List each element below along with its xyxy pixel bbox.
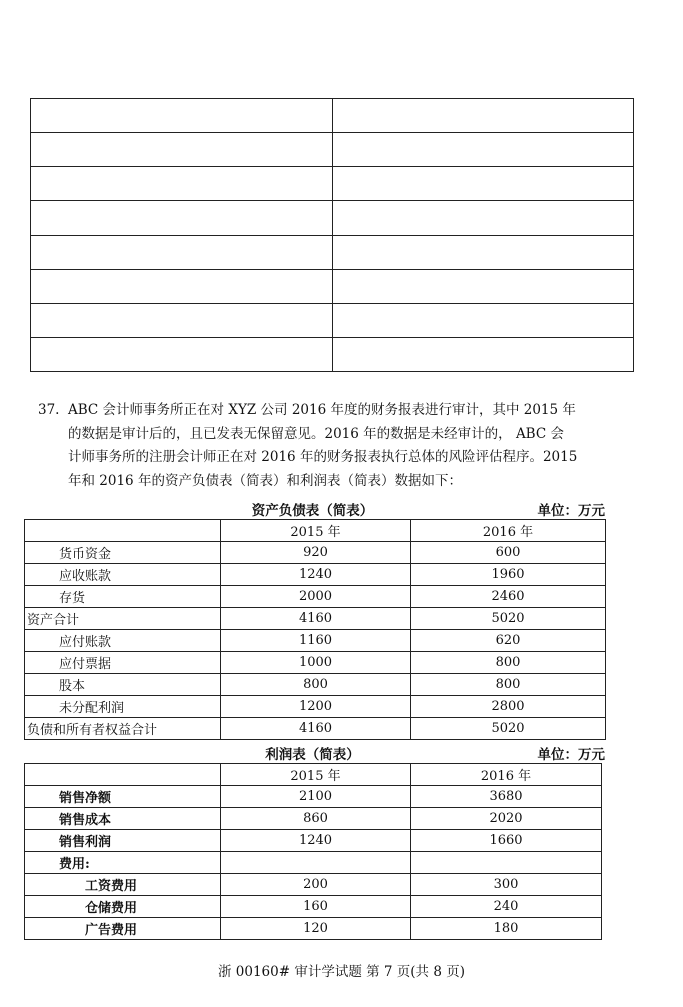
income-statement-title: 利润表（简表） (265, 747, 360, 763)
value-2015: 920 (221, 542, 411, 564)
value-2015: 2100 (221, 786, 411, 808)
header-cell: 2015 年 (221, 520, 411, 542)
answer-grid (30, 98, 634, 372)
value-2015: 800 (221, 674, 411, 696)
table-row (25, 918, 602, 940)
answer-cell[interactable] (332, 201, 634, 235)
row-label: 费用: (25, 852, 221, 874)
table-row (25, 808, 602, 830)
value-2016: 180 (411, 918, 602, 940)
value-2015: 1200 (221, 696, 411, 718)
value-2015: 160 (221, 896, 411, 918)
value-2015: 1160 (221, 630, 411, 652)
header-cell: 2016 年 (411, 520, 606, 542)
row-label: 工资费用 (25, 874, 221, 896)
table-row (25, 874, 602, 896)
balance-sheet-caption-row (20, 499, 605, 519)
row-label: 应付账款 (25, 630, 221, 652)
value-2016: 240 (411, 896, 602, 918)
table-row (25, 696, 606, 718)
table-row (25, 652, 606, 674)
table-row (25, 830, 602, 852)
value-2015: 1240 (221, 564, 411, 586)
value-2016: 3680 (411, 786, 602, 808)
balance-sheet-unit: 单位：万元 (537, 503, 605, 519)
value-2016: 2460 (411, 586, 606, 608)
value-2016: 620 (411, 630, 606, 652)
value-2016: 5020 (411, 608, 606, 630)
value-2015 (221, 852, 411, 874)
row-label: 销售利润 (25, 830, 221, 852)
answer-cell[interactable] (31, 269, 333, 303)
income-statement-table (24, 763, 602, 940)
header-cell (25, 520, 221, 542)
value-2016: 600 (411, 542, 606, 564)
row-label: 货币资金 (25, 542, 221, 564)
row-label: 未分配利润 (25, 696, 221, 718)
page-footer: 浙 00160# 审计学试题 第 7 页(共 8 页) (217, 964, 465, 980)
answer-cell[interactable] (31, 337, 333, 371)
value-2016: 2800 (411, 696, 606, 718)
value-2016: 800 (411, 652, 606, 674)
question-line: 年和 2016 年的资产负债表（简表）和利润表（简表）数据如下： (68, 472, 462, 489)
value-2016: 5020 (411, 718, 606, 740)
row-label: 销售净额 (25, 786, 221, 808)
value-2015: 1240 (221, 830, 411, 852)
question-line: 计师事务所的注册会计师正在对 2016 年的财务报表执行总体的风险评估程序。2015 (68, 449, 578, 465)
value-2016: 800 (411, 674, 606, 696)
income-statement-caption-row (20, 743, 605, 763)
answer-cell[interactable] (332, 167, 634, 201)
table-row (25, 586, 606, 608)
row-label: 负债和所有者权益合计 (25, 718, 221, 740)
row-label: 销售成本 (25, 808, 221, 830)
value-2015: 4160 (221, 608, 411, 630)
answer-cell[interactable] (31, 201, 333, 235)
table-row (25, 542, 606, 564)
answer-cell[interactable] (332, 303, 634, 337)
header-cell (25, 764, 221, 786)
row-label: 存货 (25, 586, 221, 608)
answer-cell[interactable] (332, 269, 634, 303)
answer-cell[interactable] (31, 167, 333, 201)
table-header-row (25, 764, 602, 786)
value-2015: 120 (221, 918, 411, 940)
value-2016 (411, 852, 602, 874)
answer-cell[interactable] (31, 99, 333, 133)
row-label: 仓储费用 (25, 896, 221, 918)
value-2016: 2020 (411, 808, 602, 830)
table-header-row (25, 520, 606, 542)
income-statement-unit: 单位：万元 (537, 747, 605, 763)
header-cell: 2016 年 (411, 764, 602, 786)
balance-sheet-table (24, 519, 606, 740)
answer-cell[interactable] (332, 133, 634, 167)
row-label: 资产合计 (25, 608, 221, 630)
value-2015: 200 (221, 874, 411, 896)
question-number: 37. (38, 402, 60, 418)
row-label: 应付票据 (25, 652, 221, 674)
answer-cell[interactable] (332, 235, 634, 269)
row-label: 股本 (25, 674, 221, 696)
table-row (25, 786, 602, 808)
answer-cell[interactable] (31, 303, 333, 337)
balance-sheet-title: 资产负债表（简表） (251, 503, 374, 519)
answer-cell[interactable] (31, 235, 333, 269)
question-line: 37. ABC 会计师事务所正在对 XYZ 公司 2016 年度的财务报表进行审计，其中 2015 年 (38, 399, 618, 423)
table-row (25, 852, 602, 874)
row-label: 广告费用 (25, 918, 221, 940)
table-row (25, 608, 606, 630)
value-2016: 1960 (411, 564, 606, 586)
header-cell: 2015 年 (221, 764, 411, 786)
row-label: 应收账款 (25, 564, 221, 586)
value-2015: 2000 (221, 586, 411, 608)
answer-cell[interactable] (332, 337, 634, 371)
value-2016: 300 (411, 874, 602, 896)
table-row (25, 564, 606, 586)
table-row (25, 630, 606, 652)
value-2015: 1000 (221, 652, 411, 674)
table-row (25, 718, 606, 740)
value-2015: 4160 (221, 718, 411, 740)
answer-cell[interactable] (31, 133, 333, 167)
table-row (25, 896, 602, 918)
answer-cell[interactable] (332, 99, 634, 133)
question-line: 的数据是审计后的，且已发表无保留意见。2016 年的数据是未经审计的， ABC 会 (68, 425, 564, 442)
table-row (25, 674, 606, 696)
value-2016: 1660 (411, 830, 602, 852)
question-37 (38, 399, 618, 493)
value-2015: 860 (221, 808, 411, 830)
